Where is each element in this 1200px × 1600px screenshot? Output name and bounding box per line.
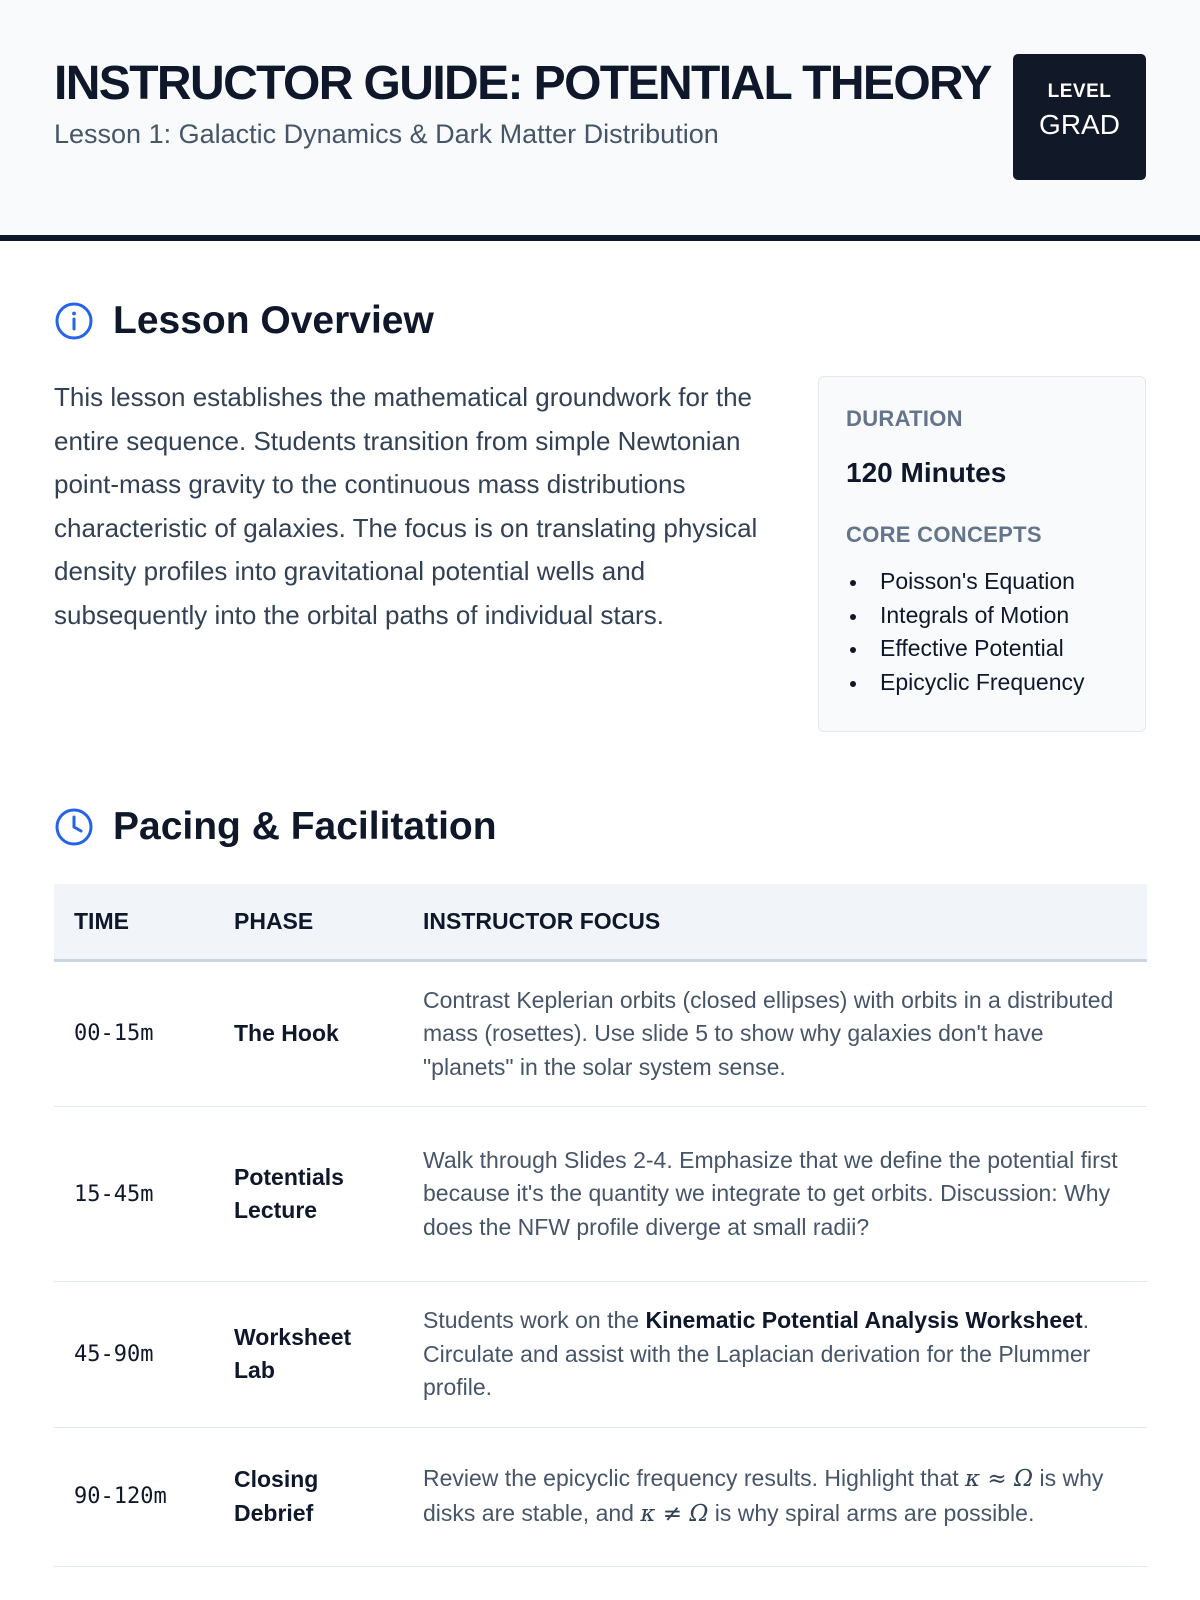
math-expression: κ ≠ Ω (640, 1500, 709, 1527)
focus-text: is why spiral arms are possible. (708, 1499, 1035, 1526)
duration-label: DURATION (846, 406, 963, 431)
row-time: 45-90m (54, 1282, 214, 1428)
row-focus: Walk through Slides 2-4. Emphasize that we define the potential first because it's the quantity we integrate to get orbits. Discussion: Why does the NFW profile diverge at small radii? (403, 1107, 1147, 1282)
page-title: INSTRUCTOR GUIDE: POTENTIAL THEORY (54, 57, 991, 110)
row-time: 15-45m (54, 1107, 214, 1282)
level-label: LEVEL (1047, 81, 1112, 102)
pacing-section-header (54, 802, 1146, 852)
overview-body (54, 376, 1146, 732)
focus-text: Review the epicyclic frequency results. Highlight that (423, 1465, 966, 1491)
lesson-info-card (818, 376, 1146, 732)
math-expression: κ ≈ Ω (965, 1466, 1034, 1492)
core-concepts-label: CORE CONCEPTS (846, 522, 1042, 547)
concept-item: Integrals of Motion (846, 599, 1118, 633)
column-header-phase: PHASE (214, 884, 403, 960)
focus-text: Students work on the (423, 1307, 646, 1333)
row-phase: The Hook (214, 960, 403, 1107)
focus-text: is why disks are stable, and (423, 1465, 1104, 1526)
table-header-row (54, 884, 1147, 960)
table-row (54, 1282, 1147, 1428)
column-header-focus: INSTRUCTOR FOCUS (403, 884, 1147, 960)
row-phase: Worksheet Lab (214, 1282, 403, 1428)
core-concepts-list (846, 565, 1118, 699)
pacing-table (54, 884, 1147, 1567)
guide-content (0, 296, 1200, 1567)
overview-section-header (54, 296, 1146, 346)
focus-text: . Circulate and assist with the Laplacian derivation for the Plummer profile. (423, 1307, 1091, 1400)
table-row (54, 1427, 1147, 1566)
pacing-title: Pacing & Facilitation (113, 805, 497, 848)
row-time: 00-15m (54, 960, 214, 1107)
row-time: 90-120m (54, 1427, 214, 1566)
concept-item: Poisson's Equation (846, 565, 1118, 599)
row-focus (403, 1427, 1147, 1566)
table-row (54, 960, 1147, 1107)
guide-header (0, 0, 1200, 241)
level-value: GRAD (1039, 109, 1120, 140)
row-focus: Contrast Keplerian orbits (closed ellipses) with orbits in a distributed mass (rosettes). Use slide 5 to show why galaxies don't have "planets" in the solar system sense. (403, 960, 1147, 1107)
overview-text: This lesson establishes the mathematical groundwork for the entire sequence. Students transition from simple Newtonian point-mass gravity to the continuous mass distributions characteristic of galaxies. The focus is on translating physical density profiles into gravitational potential wells and subsequently into the orbital paths of individual stars. (54, 382, 758, 630)
duration-value: 120 Minutes (846, 457, 1007, 488)
row-phase: Closing Debrief (214, 1427, 403, 1566)
info-icon (54, 301, 94, 341)
overview-title: Lesson Overview (113, 299, 434, 342)
worksheet-name: Kinematic Potential Analysis Worksheet (645, 1307, 1083, 1333)
clock-icon (54, 807, 94, 847)
concept-item: Effective Potential (846, 632, 1118, 666)
level-badge (1013, 54, 1146, 180)
concept-item: Epicyclic Frequency (846, 666, 1118, 700)
table-row (54, 1107, 1147, 1282)
row-focus (403, 1282, 1147, 1428)
column-header-time: TIME (54, 884, 214, 960)
row-phase: Potentials Lecture (214, 1107, 403, 1282)
page-subtitle: Lesson 1: Galactic Dynamics & Dark Matter Distribution (54, 119, 719, 149)
